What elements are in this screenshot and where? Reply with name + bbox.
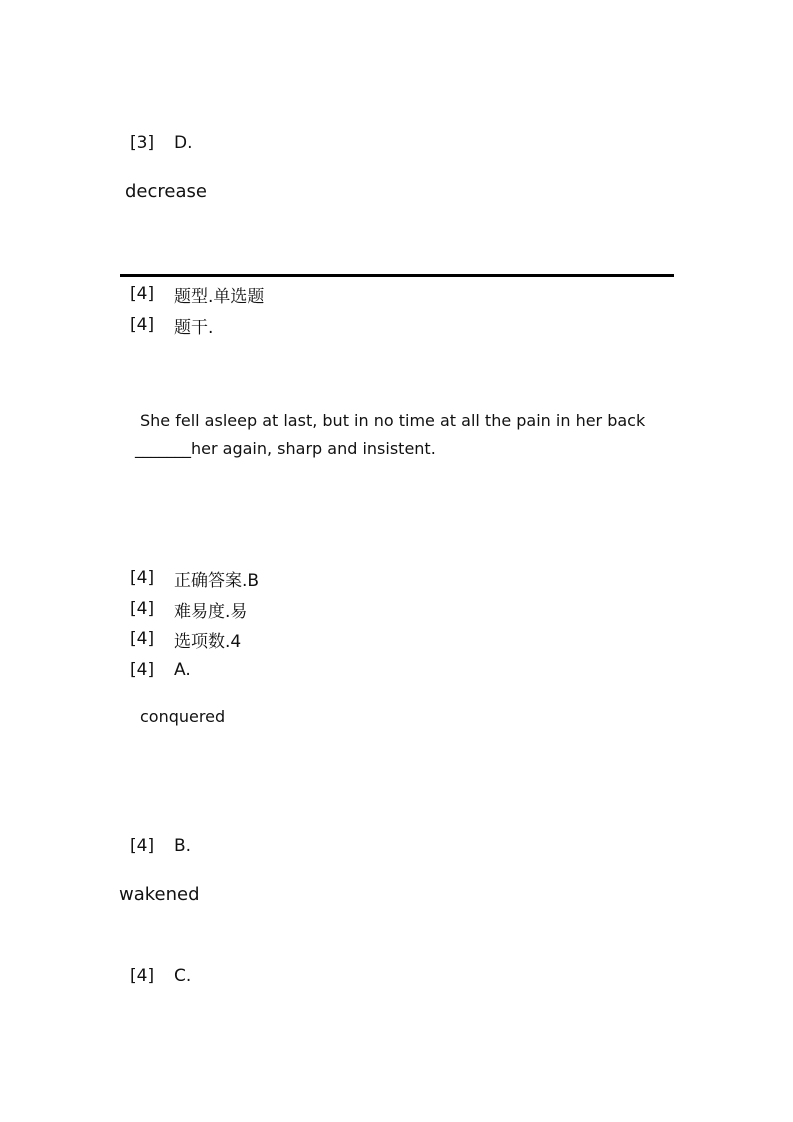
option-b-label: B. bbox=[174, 836, 192, 856]
difficulty-row bbox=[130, 597, 247, 621]
option-count-row bbox=[130, 627, 241, 651]
option-d-text: decrease bbox=[125, 181, 207, 202]
question-type-row bbox=[130, 282, 264, 306]
item-number: [4] bbox=[130, 284, 155, 304]
question-stem-line-1: She fell asleep at last, but in no time at all the pain in her back bbox=[140, 411, 646, 430]
option-b-text: wakened bbox=[119, 884, 200, 905]
prev-option-d-row bbox=[130, 131, 193, 155]
question-stem-label-row bbox=[130, 313, 213, 337]
option-count-label: 选项数.4 bbox=[174, 631, 242, 652]
option-d-label: D. bbox=[174, 133, 193, 153]
item-number: [4] bbox=[130, 836, 155, 856]
option-b-row bbox=[130, 834, 191, 858]
difficulty-label: 难易度.易 bbox=[174, 601, 248, 622]
correct-answer-label: 正确答案.B bbox=[174, 570, 260, 591]
question-type-label: 题型.单选题 bbox=[174, 286, 265, 307]
option-c-row bbox=[130, 964, 191, 988]
item-number: [4] bbox=[130, 629, 155, 649]
item-number: [3] bbox=[130, 133, 155, 153]
option-a-label: A. bbox=[174, 660, 191, 680]
correct-answer-row bbox=[130, 566, 259, 590]
item-number: [4] bbox=[130, 315, 155, 335]
item-number: [4] bbox=[130, 599, 155, 619]
section-divider bbox=[120, 274, 674, 277]
item-number: [4] bbox=[130, 568, 155, 588]
item-number: [4] bbox=[130, 660, 155, 680]
question-stem-label: 题干. bbox=[174, 317, 214, 338]
option-c-label: C. bbox=[174, 966, 192, 986]
option-a-row bbox=[130, 658, 191, 682]
option-a-text: conquered bbox=[140, 707, 226, 726]
item-number: [4] bbox=[130, 966, 155, 986]
question-stem-line-2: _______her again, sharp and insistent. bbox=[135, 439, 436, 458]
